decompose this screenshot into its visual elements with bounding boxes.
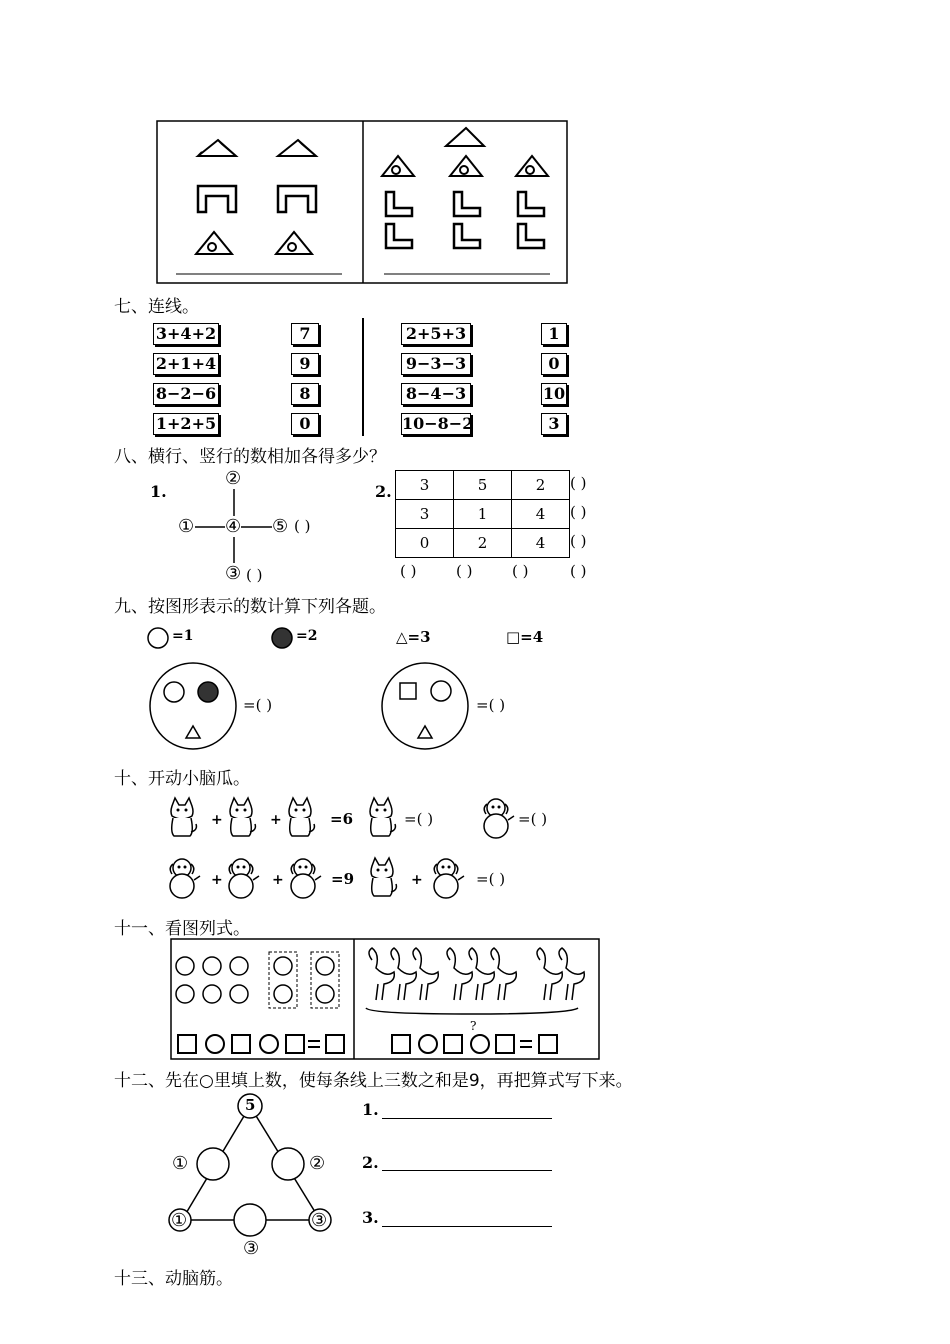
answer-paren[interactable]: ( ) <box>456 562 473 580</box>
animal-icons <box>0 790 950 910</box>
grid-cell: 3 <box>396 500 454 529</box>
grid-cell: 3 <box>396 471 454 500</box>
expr-box[interactable]: 9−3−3 <box>401 353 471 375</box>
answer-box[interactable]: 1 <box>541 323 567 345</box>
answer-box[interactable]: 7 <box>291 323 319 345</box>
answer-box[interactable]: 3 <box>541 413 567 435</box>
answer-paren[interactable]: =( ) <box>476 870 506 888</box>
grid-cell: 0 <box>396 529 454 558</box>
expr-box[interactable]: 8−4−3 <box>401 383 471 405</box>
answer-paren[interactable]: ( ) <box>570 562 587 580</box>
grid-cell: 2 <box>512 471 570 500</box>
answer-box[interactable]: 0 <box>291 413 319 435</box>
circle-top-value: 5 <box>245 1096 256 1114</box>
label-bottom-left: ① <box>171 1210 188 1231</box>
cross-center: ④ <box>225 516 242 537</box>
heading-s11: 十一、看图列式。 <box>114 919 250 939</box>
expr-box[interactable]: 3+4+2 <box>153 323 219 345</box>
plus-sign: + <box>211 872 223 888</box>
problem-label: 1. <box>150 482 167 501</box>
heading-s10: 十、开动小脑瓜。 <box>114 769 250 789</box>
heading-s9: 九、按图形表示的数计算下列各题。 <box>114 597 386 617</box>
label-left: ① <box>172 1153 189 1174</box>
expr-box[interactable]: 2+1+4 <box>153 353 219 375</box>
answer-paren[interactable]: ( ) <box>400 562 417 580</box>
answer-paren[interactable]: =( ) <box>518 810 548 828</box>
number-grid <box>395 470 570 558</box>
plus-sign: + <box>411 872 423 888</box>
legend-filled: =2 <box>296 628 318 644</box>
answer-paren[interactable]: ( ) <box>294 517 311 535</box>
heading-s13: 十三、动脑筋。 <box>114 1269 233 1289</box>
cross-top: ② <box>225 468 242 489</box>
answer-box[interactable]: 10 <box>542 384 566 403</box>
line-label: 1. <box>362 1100 379 1119</box>
legend-circle: =1 <box>172 628 194 644</box>
legend-triangle: △=3 <box>396 628 431 646</box>
heading-s8: 八、横行、竖行的数相加各得多少？ <box>114 447 386 467</box>
problem-label: 2. <box>375 482 392 501</box>
picture-equation-figure <box>170 938 600 1060</box>
answer-paren[interactable]: =( ) <box>476 696 506 714</box>
label-right: ② <box>309 1153 326 1174</box>
answer-paren[interactable]: ( ) <box>570 503 587 521</box>
heading-s12: 十二、先在○里填上数，使每条线上三数之和是9，再把算式写下来。 <box>114 1071 633 1091</box>
answer-box[interactable]: 8 <box>291 383 319 405</box>
row1-result: =6 <box>330 810 354 828</box>
expr-box[interactable]: 8−2−6 <box>153 383 219 405</box>
grid-cell: 4 <box>512 529 570 558</box>
ostrich-icons <box>366 948 584 1014</box>
answer-paren[interactable]: =( ) <box>404 810 434 828</box>
answer-paren[interactable]: ( ) <box>512 562 529 580</box>
expr-box[interactable]: 1+2+5 <box>153 413 219 435</box>
plus-sign: + <box>270 812 282 828</box>
answer-paren[interactable]: ( ) <box>570 474 587 492</box>
answer-paren[interactable]: ( ) <box>246 566 263 584</box>
line-label: 2. <box>362 1153 379 1172</box>
legend-square: □=4 <box>506 628 544 646</box>
label-bottom-right: ③ <box>311 1210 328 1231</box>
expr-box[interactable]: 2+5+3 <box>401 323 471 345</box>
grid-cell: 2 <box>454 529 512 558</box>
answer-line[interactable] <box>382 1118 552 1119</box>
cross-right: ⑤ <box>272 516 289 537</box>
cross-left: ① <box>178 516 195 537</box>
answer-box[interactable]: 9 <box>291 353 319 375</box>
expr-box[interactable]: 10−8−2 <box>402 414 474 433</box>
answer-line[interactable] <box>382 1170 552 1171</box>
heading-s7: 七、连线。 <box>114 297 199 317</box>
answer-paren[interactable]: ( ) <box>570 532 587 550</box>
line-label: 3. <box>362 1208 379 1227</box>
plus-sign: + <box>272 872 284 888</box>
grid-cell: 4 <box>512 500 570 529</box>
answer-paren[interactable]: =( ) <box>243 696 273 714</box>
label-bottom: ③ <box>243 1238 260 1259</box>
answer-box[interactable]: 0 <box>541 353 567 375</box>
grid-cell: 1 <box>454 500 512 529</box>
answer-line[interactable] <box>382 1226 552 1227</box>
svg-text:?: ? <box>470 1019 477 1033</box>
plus-sign: + <box>211 812 223 828</box>
grid-cell: 5 <box>454 471 512 500</box>
row2-result: =9 <box>331 870 355 888</box>
cross-bottom: ③ <box>225 563 242 584</box>
